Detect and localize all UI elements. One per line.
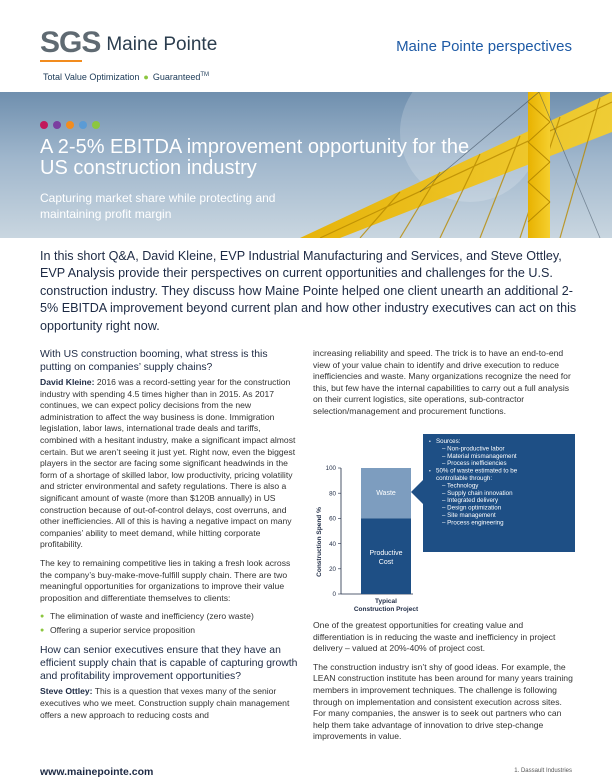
dot-magenta [40,121,48,129]
paragraph-lean: The construction industry isn’t shy of good ideas. For example, the LEAN construction institute has been around for many years training members in improvement techniques. The challenge is following through on implementation and consistent execution across sites. For many companies, the answer is to seek out partners who can help them take advantage of innovation to drive step-change improvements in value. [313,661,573,742]
x-category-label-line2: Construction Project [353,606,419,613]
callout-bullet-icon: • [429,439,431,445]
tagline-total-value: Total Value Optimization [43,72,140,82]
page-title: A 2-5% EBITDA improvement opportunity for the US construction industry [40,136,470,179]
chart-svg [313,432,575,617]
answer-2 [40,686,298,721]
callout-bullet-icon: • [429,468,431,475]
bar-label-waste: Waste [376,490,396,498]
paragraph-greatest-opportunities: One of the greatest opportunities for creating value and differentiation is in reducing the waste and inefficiency in project delivery – valued at 20%-40% of project cost. [313,620,556,654]
left-column [40,348,298,728]
y-tick-label: 100 [325,465,336,473]
series-title: Maine Pointe perspectives [396,38,572,55]
x-category-label-line1: Typical [375,598,397,605]
list-item: ● The elimination of waste and inefficiency (zero waste) [40,611,298,623]
question-1: With US construction booming, what stress is this putting on companies’ supply chains? [40,349,268,373]
trademark: TM [200,72,210,78]
y-tick-label: 0 [332,591,336,599]
tagline [43,72,209,82]
intro-paragraph: In this short Q&A, David Kleine, EVP Industrial Manufacturing and Services, and Steve Ottley, EVP Analysis provide their perspectives on current opportunities and challenges for the U.S. construction industry. They discuss how Maine Pointe helped one client unearth an additional 2-5% EBITDA improvement beyond current plan and how other industry executives can act on this opportunity right now. [40,249,577,333]
page-header [0,0,612,92]
opportunity-list [40,611,298,636]
callout-item: – Site management [442,512,496,519]
bullet-dot-icon: ● [143,72,149,82]
hero-banner [0,92,612,238]
color-dots [40,121,100,129]
dot-orange [66,121,74,129]
callout-heading-waste-2: controllable through: [436,475,493,482]
callout-heading-sources: Sources: [436,438,461,445]
paragraph-key-to-remaining: The key to remaining competitive lies in taking a fresh look across the company’s buy-make-move-fulfill supply chain. There are two meaningful opportunities for organizations to improve their value proposition and differentiate themselves to clients: [40,557,291,603]
y-tick-label: 40 [329,540,336,548]
callout-item: – Technology [442,482,479,490]
callout-item: – Integrated delivery [442,497,499,505]
paragraph-continued: increasing reliability and speed. The trick is to have an end-to-end view of your value chain to identify and drive execution to reduce inefficiencies and waste. Many organizations recognize the need for this, but few have the internal capabilities to carry out a full analysis on their current logistics, site operations, sub-contractor selection/management and procurement functions. [313,348,571,416]
y-tick-label: 20 [329,566,336,573]
answer-1 [40,377,298,551]
callout-item: – Non-productive labor [442,445,505,453]
website-link[interactable]: www.mainepointe.com [40,766,154,778]
speaker-ottley: Steve Ottley: [40,686,93,697]
tagline-guaranteed: Guaranteed [152,72,201,82]
callout-item: – Process inefficiencies [442,460,507,468]
logo-maine-pointe: Maine Pointe [106,34,218,55]
y-tick-label: 80 [329,490,336,498]
bar-label-productive: Productive [369,550,403,558]
y-tick-label: 60 [329,515,336,523]
logo-accent-line [40,60,82,62]
chart-y-axis-label: Construction Spend % [316,507,323,577]
callout-heading-waste: 50% of waste estimated to be [436,467,518,475]
callout-item: – Design optimization [442,504,502,512]
dot-blue [79,121,87,129]
dot-green [92,121,100,129]
dot-purple [53,121,61,129]
question-2: How can senior executives ensure that they have an efficient supply chain that is capable of capturing growth and profitability improvement opportunities? [40,645,298,683]
sgs-maine-pointe-logo[interactable] [40,28,217,58]
bar-label-cost: Cost [378,559,394,567]
list-item: ● Offering a superior service proposition [40,625,298,637]
speaker-kleine: David Kleine: [40,377,95,387]
callout-item: – Supply chain innovation [442,489,513,497]
answer-1-text: 2016 was a record-setting year for the construction industry with spending 4.5 times higher than in 2015. As 2017 continues, we can expect policy decisions from the new administration to affect the way business is done. Immigration legislation, labor laws, international trade deals and tariffs, combined with a hesitant industry, make a significant impact almost certain. But we aren’t seeing it just yet. Right now, even the biggest players in the sector are facing some significant headwinds in the form of a shortage of skilled labor, low productivity, pricing volatility and stricter environmental and safety regulations. There is also a significant amount of waste (more than $120B annually) in US construction because of out-of-control delays, cost overruns, and other inefficiencies. All of this is having a negative impact on many companies’ ability to meet demand, while hitting corporate profitability. [40,377,296,550]
right-column [313,348,575,425]
right-column-lower [313,620,575,750]
page-subtitle: Capturing market share while protecting and maintaining profit margin [40,191,276,221]
answer-2-text: This is a question that vexes many of the senior executives who we meet. Construction supply chain management offers a new approach to reducing costs and [40,686,290,720]
construction-spend-chart [313,432,575,617]
callout-item: – Process engineering [442,519,504,527]
footnote: 1. Dassault Industries [514,768,572,774]
callout-item: – Material mismanagement [442,452,517,460]
logo-sgs: SGS [40,26,101,59]
